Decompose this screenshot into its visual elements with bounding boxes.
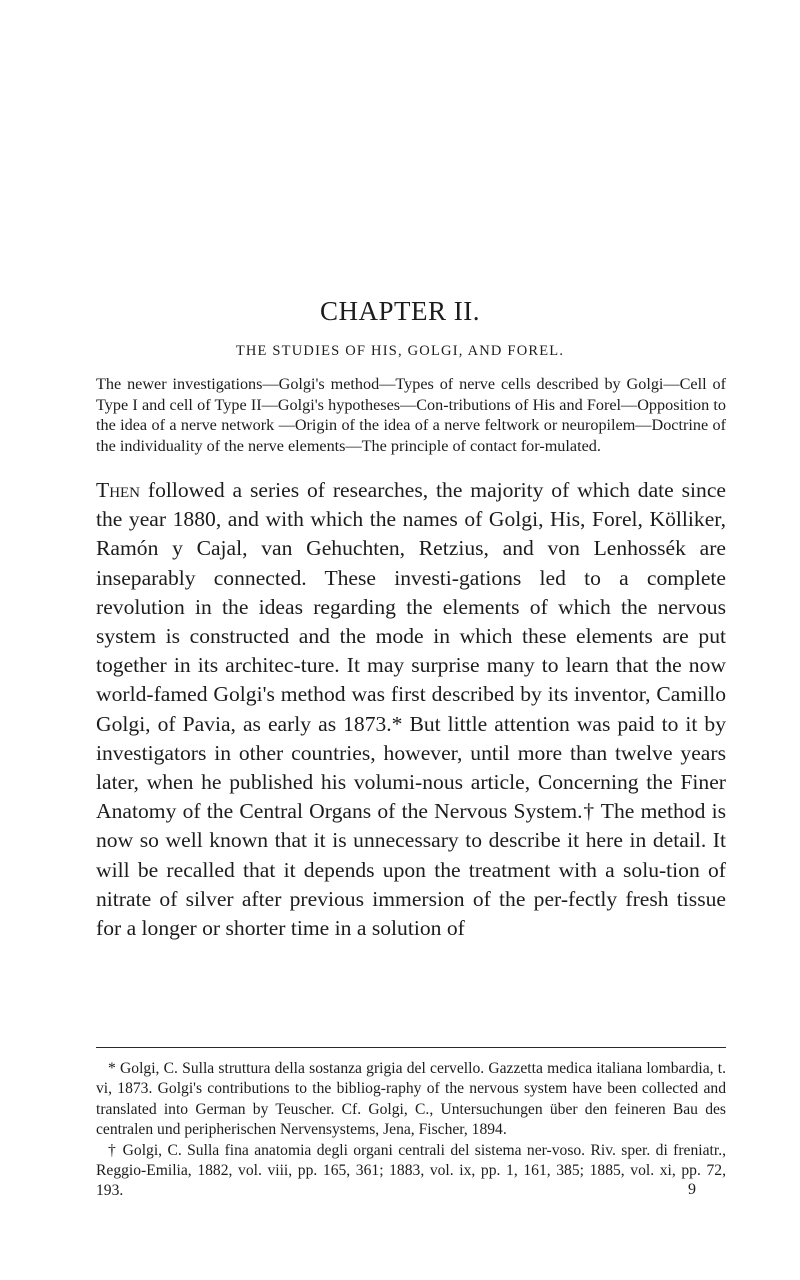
body-paragraph-text: followed a series of researches, the majority of which date since the year 1880, and with which the names of Golgi, His, Forel, Kölliker, Ramón y Cajal, van Gehuchten, Retzius, and von Lenhossék are inseparably connected. These investi-gations led to a complete revolution in the ideas regarding the elements of which the nervous system is constructed and the mode in which these elements are put together in its architec-ture. It may surprise many to learn that the now world-famed Golgi's method was first described by its inventor, Camillo Golgi, of Pavia, as early as 1873.* But little attention was paid to it by investigators in other countries, however, until more than twelve years later, when he published his volumi-nous article, Concerning the Finer Anatomy of the Central Organs of the Nervous System.† The method is now so well known that it is unnecessary to describe it here in detail. It will be recalled that it depends upon the treatment with a solu-tion of nitrate of silver after previous immersion of the per-fectly fresh tissue for a longer or shorter time in a solution of	[96, 478, 726, 941]
footnote-2: † Golgi, C. Sulla fina anatomia degli organi centrali del sistema ner-voso. Riv. sper. di freniatr., Reggio-Emilia, 1882, vol. viii, pp. 165, 361; 1883, vol. ix, pp. 1, 161, 385; 1885, vol. xi, pp. 72, 193.	[96, 1141, 726, 1200]
footnotes	[96, 1059, 726, 1202]
page-number: 9	[688, 1181, 696, 1198]
chapter-heading: CHAPTER II.	[320, 296, 480, 326]
footnote-1: * Golgi, C. Sulla struttura della sostanza grigia del cervello. Gazzetta medica italiana lombardia, t. vi, 1873. Golgi's contributions to the bibliog-raphy of the nervous system have been collected and translated into German by Teuscher. Cf. Golgi, C., Untersuchungen über den feineren Bau des centralen und peripherischen Nervensystems, Jena, Fischer, 1894.	[96, 1060, 726, 1139]
chapter-synopsis: The newer investigations—Golgi's method—Types of nerve cells described by Golgi—Cell of Type I and cell of Type II—Golgi's hypotheses—Con-tributions of His and Forel—Opposition to the idea of a nerve network —Origin of the idea of a nerve feltwork or neuropilem—Doctrine of the individuality of the nerve elements—The principle of contact for-mulated.	[96, 375, 726, 455]
body-paragraph	[96, 476, 726, 943]
chapter-title: THE STUDIES OF HIS, GOLGI, AND FOREL.	[235, 343, 565, 359]
footnote-divider	[96, 1047, 726, 1048]
lead-word: Then	[96, 478, 141, 502]
